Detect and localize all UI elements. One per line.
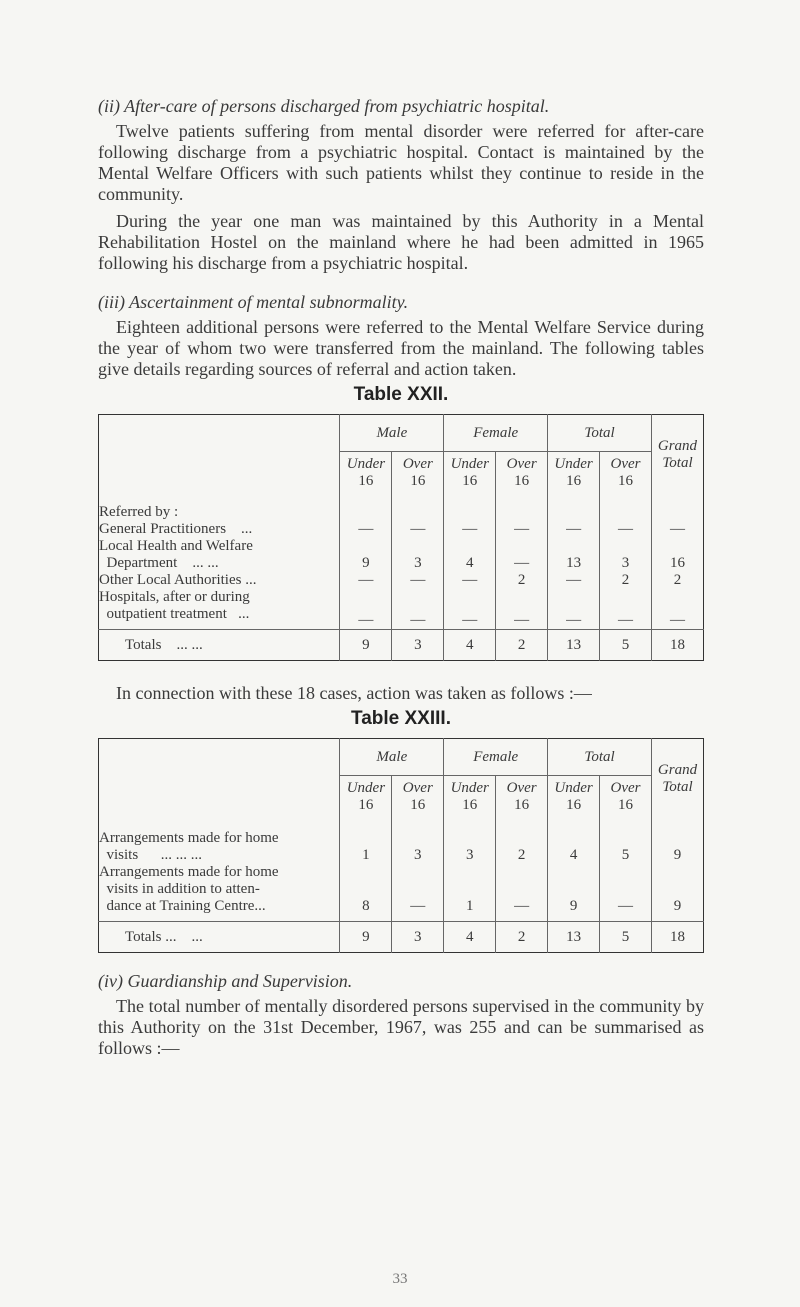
row-label: Arrangements made for home visits ... ... ... [99, 830, 279, 863]
section-ii-heading: (ii) After-care of persons discharged from psychiatric hospital. [98, 96, 550, 116]
table-22-sub-male-under: Under 16 [340, 452, 392, 495]
table-row: Arrangements made for home visits ... ... ... 1 3 3 2 4 5 9 [99, 818, 704, 864]
row-label: Hospitals, after or during outpatient treatment ... [99, 589, 250, 622]
table-row-totals: Totals ... ... 9 3 4 2 13 5 18 [99, 922, 704, 953]
table-row: General Practitioners ... — — — — — — — [99, 521, 704, 538]
table-23-sub-male-under: Under 16 [340, 776, 392, 819]
table-22-stub-header [99, 415, 340, 495]
section-ii-paragraph-2: During the year one man was maintained by this Authority in a Mental Rehabilitation Hostel on the mainland where he had been admitted in 1965 following his discharge from a psychiatric hospital. [98, 211, 704, 273]
row-label: Totals ... ... [99, 922, 340, 953]
table-23-sub-total-over: Over 16 [600, 776, 652, 819]
section-iv-heading: (iv) Guardianship and Supervision. [98, 971, 353, 991]
table-row: Hospitals, after or during outpatient treatment ... — — — — — — — [99, 589, 704, 630]
page-content [98, 96, 704, 1059]
table-22-header-total: Total [548, 415, 652, 452]
table-23-sub-total-under: Under 16 [548, 776, 600, 819]
table-23-header-male: Male [340, 739, 444, 776]
table-23-title: Table XXIII. [351, 708, 451, 729]
table-22-header-grand-total: Grand Total [651, 415, 703, 495]
table-row-totals: Totals ... ... 9 3 4 2 13 5 18 [99, 630, 704, 661]
row-label: Other Local Authorities ... [99, 572, 257, 588]
table-23-sub-male-over: Over 16 [392, 776, 444, 819]
table-row: Local Health and Welfare Department ... ... 9 3 4 — 13 3 16 [99, 538, 704, 572]
table-22-sub-male-over: Over 16 [392, 452, 444, 495]
table-23-header-total: Total [548, 739, 652, 776]
table-row [99, 494, 704, 521]
row-label: Referred by : [99, 504, 179, 520]
section-ii-paragraph-1: Twelve patients suffering from mental disorder were referred for after-care following discharge from a psychiatric hospital. Contact is maintained by the Mental Welfare Officers with such patients whilst they continue to reside in the community. [98, 121, 704, 204]
table-22-sub-total-over: Over 16 [600, 452, 652, 495]
table-23-stub-header [99, 739, 340, 819]
table-22 [98, 414, 704, 661]
connection-text: In connection with these 18 cases, action was taken as follows :— [116, 683, 592, 703]
table-22-header-female: Female [444, 415, 548, 452]
section-iii-paragraph-1: Eighteen additional persons were referred to the Mental Welfare Service during the year of whom two were transferred from the mainland. The following tables give details regarding sources of referral and action taken. [98, 317, 704, 379]
table-22-sub-female-over: Over 16 [496, 452, 548, 495]
table-23 [98, 738, 704, 953]
table-22-sub-female-under: Under 16 [444, 452, 496, 495]
table-22-title: Table XXII. [353, 384, 449, 405]
section-iii-heading: (iii) Ascertainment of mental subnormality. [98, 292, 409, 312]
row-label: General Practitioners ... [99, 521, 253, 537]
row-label: Local Health and Welfare Department ... ... [99, 538, 253, 571]
table-22-sub-total-under: Under 16 [548, 452, 600, 495]
table-23-sub-female-under: Under 16 [444, 776, 496, 819]
section-iv-paragraph-1: The total number of mentally disordered persons supervised in the community by this Authority on the 31st December, 1967, was 255 and can be summarised as follows :— [98, 996, 704, 1058]
table-23-header-grand-total: Grand Total [651, 739, 703, 819]
page-number: 33 [392, 1271, 408, 1287]
table-row: Other Local Authorities ... — — — 2 — 2 2 [99, 572, 704, 589]
table-23-sub-female-over: Over 16 [496, 776, 548, 819]
table-22-header-male: Male [340, 415, 444, 452]
row-label: Arrangements made for home visits in addition to atten- dance at Training Centre... [99, 864, 279, 914]
table-23-header-female: Female [444, 739, 548, 776]
row-label: Totals ... ... [99, 630, 340, 661]
table-row: Arrangements made for home visits in addition to atten- dance at Training Centre... 8 — 1 — 9 — 9 [99, 864, 704, 922]
